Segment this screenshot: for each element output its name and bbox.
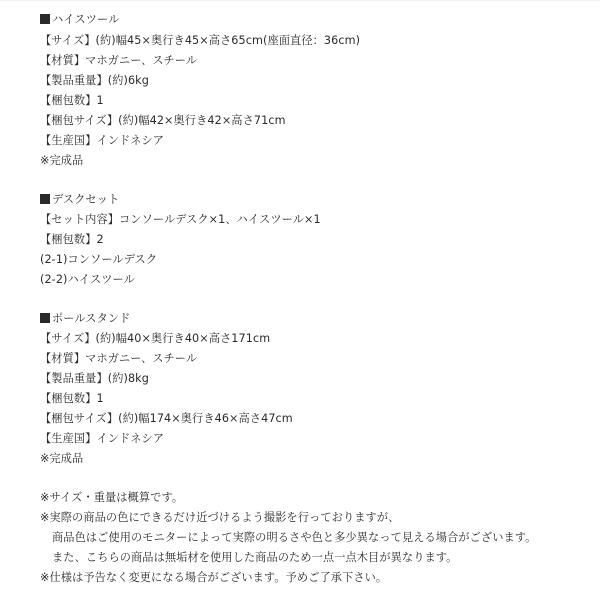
section-heading-high-stool: ハイスツール <box>40 13 119 27</box>
high-stool-package-size: 【梱包サイズ】(約)幅42×奥行き42×高さ71cm <box>40 114 286 127</box>
pole-stand-size: 【サイズ】(約)幅40×奥行き40×高さ171cm <box>40 332 271 345</box>
pole-stand-weight: 【製品重量】(約)8kg <box>40 372 149 385</box>
desk-set-contents: 【セット内容】コンソールデスク×1、ハイスツール×1 <box>40 213 321 226</box>
high-stool-package-count: 【梱包数】1 <box>40 94 104 107</box>
section-heading-pole-stand: ポールスタンド <box>40 312 130 326</box>
note-color-1: ※実際の商品の色にできるだけ近づけるよう撮影を行っておりますが、 <box>40 511 400 524</box>
note-wood-grain: また、こちらの商品は無垢材を使用した商品のため一点一点木目が異なります。 <box>52 551 458 564</box>
high-stool-assembled: ※完成品 <box>40 154 84 167</box>
high-stool-weight: 【製品重量】(約)6kg <box>40 74 149 87</box>
pole-stand-package-size: 【梱包サイズ】(約)幅174×奥行き46×高さ47cm <box>40 412 293 425</box>
section-heading-desk-set: デスクセット <box>40 193 119 207</box>
top-divider <box>0 0 600 1</box>
desk-set-package-2: (2-2)ハイスツール <box>40 273 135 286</box>
pole-stand-assembled: ※完成品 <box>40 452 84 465</box>
high-stool-country: 【生産国】インドネシア <box>40 134 165 147</box>
high-stool-material: 【材質】マホガニー、スチール <box>40 54 198 67</box>
desk-set-package-count: 【梱包数】2 <box>40 233 104 246</box>
note-color-2: 商品色はご使用のモニターによって実際の明るさや色と多少異なって見える場合がございます。 <box>52 531 537 544</box>
note-approximate: ※サイズ・重量は概算です。 <box>40 491 184 504</box>
pole-stand-country: 【生産国】インドネシア <box>40 432 165 445</box>
desk-set-package-1: (2-1)コンソールデスク <box>40 253 158 266</box>
pole-stand-package-count: 【梱包数】1 <box>40 392 104 405</box>
pole-stand-material: 【材質】マホガニー、スチール <box>40 352 198 365</box>
high-stool-size: 【サイズ】(約)幅45×奥行き45×高さ65cm(座面直径：36cm) <box>40 34 361 47</box>
note-spec-change: ※仕様は予告なく変更になる場合がございます。予めご了承下さい。 <box>40 571 388 584</box>
